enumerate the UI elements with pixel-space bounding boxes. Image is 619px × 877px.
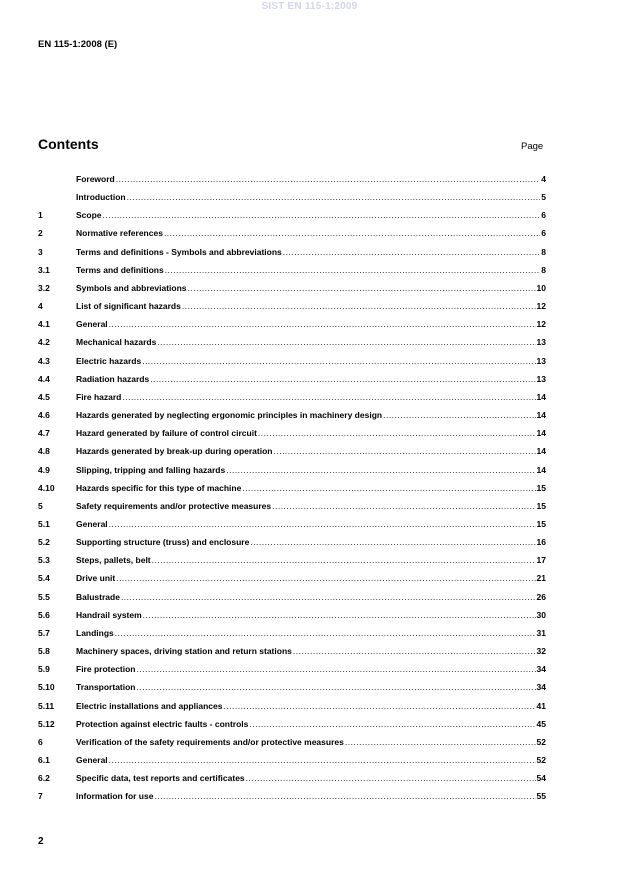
toc-entry-title: Protection against electric faults - controls [76,718,249,729]
toc-entry-number: 5 [38,500,43,511]
toc-entry-page: 17 [536,555,546,566]
toc-entry[interactable] [38,501,546,519]
toc-leader-dots [116,573,535,583]
toc-entry-title: Safety requirements and/or protective measures [76,500,272,511]
toc-entry[interactable] [38,646,546,664]
toc-entry-title: Hazards generated by break-up during operation [76,446,273,457]
contents-title: Contents [38,136,99,152]
toc-entry-page: 13 [536,373,546,384]
toc-entry[interactable] [38,682,546,700]
toc-entry-title: Hazard generated by failure of control circuit [76,428,257,439]
toc-entry-number: 4.1 [38,319,50,330]
toc-entry-page: 15 [536,500,546,511]
toc-leader-dots [383,410,535,420]
toc-entry-number: 6 [38,736,43,747]
toc-leader-dots [109,519,536,529]
toc-entry-page: 5 [541,192,546,203]
toc-entry-number: 7 [38,791,43,802]
toc-entry-title: Foreword [76,174,115,184]
toc-entry-page: 52 [536,755,546,765]
toc-entry-title: Mechanical hazards [76,337,157,348]
toc-leader-dots [165,265,541,275]
toc-entry-number: 5.3 [38,555,50,566]
toc-leader-dots [250,537,535,547]
toc-entry-page: 10 [536,282,546,293]
toc-entry-page: 14 [536,391,546,402]
toc-entry-number: 4.3 [38,355,50,366]
toc-entry-title: List of significant hazards [76,301,181,312]
document-id: EN 115-1:2008 (E) [38,39,118,50]
toc-entry[interactable] [38,719,546,737]
toc-entry-title: General [76,319,108,330]
toc-entry-title: Terms and definitions - Symbols and abbreviations [76,246,282,257]
toc-entry[interactable] [38,573,546,591]
toc-entry-page: 6 [541,228,546,239]
toc-entry-page: 34 [536,664,546,675]
toc-entry-title: Transportation [76,682,136,693]
toc-entry-title: Symbols and abbreviations [76,282,187,293]
toc-leader-dots [109,319,536,329]
toc-entry[interactable] [38,628,546,646]
toc-entry-number: 6.1 [38,755,50,765]
toc-entry[interactable] [38,265,546,283]
toc-entry-page: 12 [536,301,546,312]
toc-entry-number: 4.8 [38,446,50,457]
toc-entry-page: 14 [536,410,546,421]
toc-entry-number: 5.5 [38,591,50,602]
toc-entry-number: 5.11 [38,700,55,711]
toc-entry[interactable] [38,210,546,228]
toc-entry-number: 6.2 [38,773,50,784]
toc-entry-page: 55 [536,791,546,802]
toc-entry-number: 4.2 [38,337,50,348]
toc-leader-dots [150,374,535,384]
toc-entry-number: 4.9 [38,464,50,475]
toc-entry[interactable] [38,192,546,210]
toc-entry-page: 45 [536,718,546,729]
toc-leader-dots [143,610,536,620]
table-of-contents [38,174,546,809]
watermark: SIST EN 115-1:2009 [261,1,358,12]
toc-leader-dots [122,392,535,402]
toc-entry-number: 5.4 [38,573,50,584]
toc-entry[interactable] [38,283,546,301]
toc-leader-dots [109,755,536,765]
toc-entry-title: Fire protection [76,664,136,675]
toc-leader-dots [246,773,536,783]
toc-leader-dots [103,210,541,220]
toc-entry[interactable] [38,337,546,355]
toc-leader-dots [137,664,536,674]
toc-entry-page: 14 [536,446,546,457]
toc-entry-title: Terms and definitions [76,264,164,275]
toc-entry-title: Electric hazards [76,355,142,366]
toc-leader-dots [226,465,535,475]
toc-entry-page: 16 [536,537,546,548]
toc-entry[interactable] [38,701,546,719]
toc-entry-page: 54 [536,773,546,784]
toc-entry-page: 32 [536,646,546,657]
toc-entry-number: 5.8 [38,646,50,657]
toc-entry[interactable] [38,555,546,573]
toc-entry-title: Radiation hazards [76,373,150,384]
toc-entry-title: Verification of the safety requirements and/or protective measures [76,736,344,747]
toc-entry-number: 2 [38,228,43,239]
toc-leader-dots [258,428,536,438]
toc-leader-dots [182,301,536,311]
toc-leader-dots [157,337,535,347]
toc-entry[interactable] [38,301,546,319]
toc-entry-title: Fire hazard [76,391,122,402]
toc-leader-dots [142,356,535,366]
toc-entry-title: Steps, pallets, belt [76,555,151,566]
toc-entry[interactable] [38,791,546,809]
toc-entry[interactable] [38,537,546,555]
toc-leader-dots [154,791,535,801]
toc-entry-page: 4 [541,174,546,184]
toc-entry-title: Landings [76,627,114,638]
toc-entry-number: 4.4 [38,373,50,384]
toc-entry-number: 3.1 [38,264,50,275]
toc-leader-dots [121,592,536,602]
toc-entry-page: 41 [536,700,546,711]
toc-leader-dots [273,446,535,456]
toc-entry-page: 21 [536,573,546,584]
toc-entry-page: 13 [536,355,546,366]
toc-entry-page: 13 [536,337,546,348]
page-number: 2 [38,836,44,847]
toc-entry[interactable] [38,356,546,374]
toc-entry[interactable] [38,446,546,464]
toc-entry[interactable] [38,410,546,428]
toc-entry-title: Information for use [76,791,154,802]
toc-leader-dots [293,646,536,656]
toc-entry[interactable] [38,428,546,446]
toc-entry-number: 5.7 [38,627,50,638]
toc-entry-number: 4.7 [38,428,50,439]
toc-entry-number: 4.10 [38,482,55,493]
toc-entry[interactable] [38,592,546,610]
toc-entry-page: 30 [536,609,546,620]
page-column-label: Page [521,141,544,152]
toc-leader-dots [115,628,536,638]
toc-entry[interactable] [38,319,546,337]
toc-entry-title: Introduction [76,192,126,203]
toc-entry-page: 12 [536,319,546,330]
toc-entry-page: 15 [536,518,546,529]
toc-entry[interactable] [38,519,546,537]
toc-leader-dots [137,682,536,692]
toc-leader-dots [152,555,536,565]
toc-entry-title: General [76,755,108,765]
toc-entry-title: Normative references [76,228,163,239]
toc-entry-number: 5.1 [38,518,50,529]
toc-leader-dots [164,228,540,238]
toc-entry-number: 4.6 [38,410,50,421]
toc-entry[interactable] [38,465,546,483]
toc-leader-dots [345,737,536,747]
toc-entry[interactable] [38,392,546,410]
toc-entry[interactable] [38,610,546,628]
toc-entry-number: 5.2 [38,537,50,548]
toc-entry-page: 15 [536,482,546,493]
toc-leader-dots [188,283,536,293]
toc-entry[interactable] [38,773,546,791]
toc-entry-number: 3.2 [38,282,50,293]
toc-entry-page: 8 [541,246,546,257]
toc-leader-dots [116,174,541,184]
toc-entry-page: 8 [541,264,546,275]
toc-leader-dots [127,192,541,202]
toc-entry-number: 5.10 [38,682,55,693]
toc-entry-page: 14 [536,464,546,475]
toc-leader-dots [249,719,535,729]
toc-entry-title: Handrail system [76,609,142,620]
toc-entry[interactable] [38,664,546,682]
toc-entry[interactable] [38,483,546,501]
toc-entry-title: Electric installations and appliances [76,700,223,711]
toc-leader-dots [242,483,535,493]
toc-entry-title: Hazards specific for this type of machine [76,482,242,493]
toc-entry-title: Machinery spaces, driving station and return stations [76,646,292,657]
toc-entry-title: Specific data, test reports and certificates [76,773,245,784]
toc-leader-dots [272,501,535,511]
toc-leader-dots [223,701,535,711]
toc-entry-number: 3 [38,246,43,257]
toc-entry[interactable] [38,228,546,246]
toc-entry-page: 52 [536,736,546,747]
toc-entry-title: Scope [76,210,102,221]
toc-entry[interactable] [38,374,546,392]
toc-entry-title: Drive unit [76,573,116,584]
toc-entry[interactable] [38,174,546,192]
toc-entry-page: 26 [536,591,546,602]
toc-entry-page: 31 [536,627,546,638]
toc-entry-page: 6 [541,210,546,221]
toc-entry-title: Supporting structure (truss) and enclosure [76,537,250,548]
toc-entry-number: 5.6 [38,609,50,620]
toc-entry-title: Slipping, tripping and falling hazards [76,464,226,475]
toc-entry-number: 4.5 [38,391,50,402]
toc-entry-number: 5.9 [38,664,50,675]
toc-entry-number: 5.12 [38,718,55,729]
toc-entry[interactable] [38,755,546,773]
toc-leader-dots [283,247,540,257]
toc-entry-page: 34 [536,682,546,693]
toc-entry-title: General [76,518,108,529]
toc-entry[interactable] [38,737,546,755]
toc-entry-page: 14 [536,428,546,439]
toc-entry-number: 1 [38,210,43,221]
toc-entry-title: Hazards generated by neglecting ergonomic principles in machinery design [76,410,383,421]
toc-entry-title: Balustrade [76,591,120,602]
toc-entry-number: 4 [38,301,43,312]
toc-entry[interactable] [38,247,546,265]
